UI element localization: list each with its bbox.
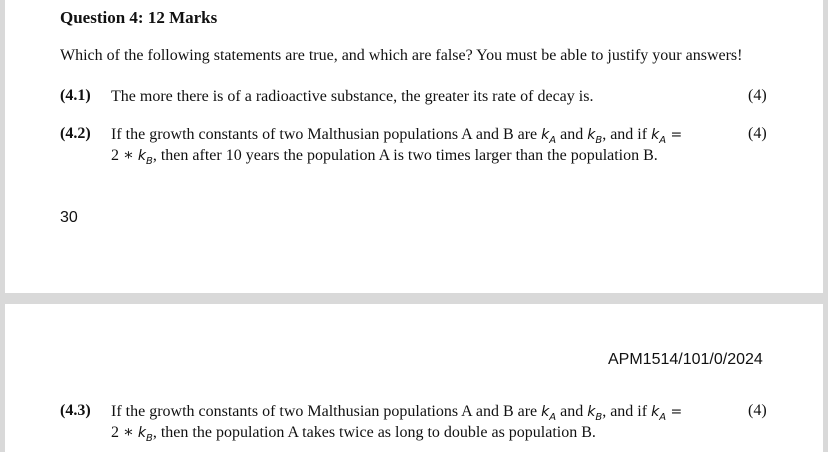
question-heading: Question 4: 12 Marks — [60, 8, 218, 27]
question-marks-4-3: (4) — [748, 402, 767, 419]
question-text-4-3-line1: If the growth constants of two Malthusian populations A and B are $k_A$ and $k_B$, and if $k_A$ = — [111, 403, 683, 423]
math-kA: $k_A$ — [541, 127, 557, 146]
question-number-4-2: (4.2) — [60, 125, 91, 142]
question-text-4-2-line2: 2 ∗ $k_B$, then after 10 years the population A is two times larger than the population B. — [111, 147, 658, 167]
question-number-4-3: (4.3) — [60, 402, 91, 419]
math-kB-4: $k_B$ — [137, 425, 153, 444]
question-marks-4-1: (4) — [748, 87, 767, 104]
document-page-1 — [5, 0, 823, 293]
question-text-4-3-line2: 2 ∗ $k_B$, then the population A takes twice as long to double as population B. — [111, 424, 596, 444]
question-text-4-2-line1: If the growth constants of two Malthusian populations A and B are $k_A$ and $k_B$, and if $k_A$ = — [111, 126, 683, 146]
page-number: 30 — [60, 209, 78, 226]
math-kB-3: $k_B$ — [587, 404, 603, 423]
math-kA-2: $k_A$ — [651, 127, 667, 146]
math-kA-4: $k_A$ — [651, 404, 667, 423]
math-kA-3: $k_A$ — [541, 404, 557, 423]
question-marks-4-2: (4) — [748, 125, 767, 142]
document-reference: APM1514/101/0/2024 — [608, 351, 763, 368]
math-kB: $k_B$ — [587, 127, 603, 146]
document-page-2 — [5, 304, 823, 452]
math-kB-2: $k_B$ — [137, 148, 153, 167]
question-number-4-1: (4.1) — [60, 87, 91, 104]
question-text-4-1: The more there is of a radioactive substance, the greater its rate of decay is. — [111, 88, 594, 105]
question-intro: Which of the following statements are true, and which are false? You must be able to justify your answers! — [60, 47, 743, 64]
